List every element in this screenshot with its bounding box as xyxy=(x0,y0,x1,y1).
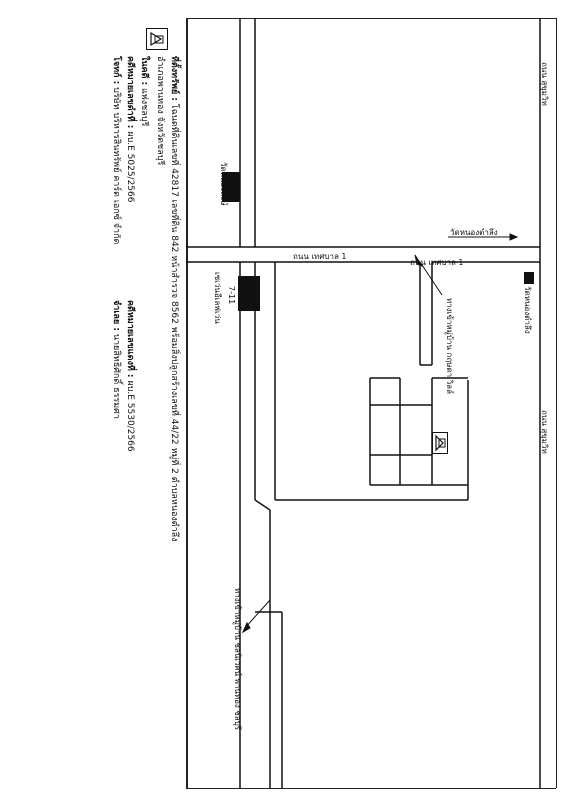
road-sukhumvit-mid-label: ถนน สุขุมวิท xyxy=(540,410,549,454)
case-red-value: ผบ.E 5530/2566 xyxy=(125,380,135,452)
target-house-icon xyxy=(432,432,448,454)
road-sukhumvit-top-label: ถนน สุขุมวิท xyxy=(540,62,549,106)
temple-nong-tamlueng-top-label: วัดหนองตำลึง xyxy=(450,228,498,237)
seven-eleven-marker xyxy=(238,276,260,311)
case-black-value: ผบ.E 5025/2566 xyxy=(125,131,135,203)
road-tesaban-left-label: ถนน เทศบาล 1 xyxy=(293,252,347,261)
temple-nong-hang-label: วัดหนองหงษ์ xyxy=(219,162,228,206)
plaintiff-label: โจทก์ : xyxy=(111,56,121,85)
legend-house-icon xyxy=(146,28,168,50)
plaintiff-line xyxy=(110,56,124,244)
defendant-label: จำเลย : xyxy=(111,300,121,331)
village-chonburi-label: ทางเข้าหมู่บ้าน ชลนิเวศน์ พานทอง ชลบุรี xyxy=(233,588,242,731)
property-label: ที่ตั้งทรัพย์ : xyxy=(169,56,179,101)
defendant-value: นายสิทธิศักดิ์ ธรรมศา xyxy=(111,333,121,419)
branch-value: แพ่งชลบุรี xyxy=(139,88,149,127)
case-black-line xyxy=(124,56,138,203)
branch-line xyxy=(138,56,152,126)
defendant-line xyxy=(110,300,124,419)
district-line: อำเภอพานทอง จังหวัดชลบุรี xyxy=(155,56,165,166)
seven-eleven-label: 7-11 xyxy=(227,286,236,305)
case-red-label: คดีหมายเลขแดงที่ : xyxy=(125,300,135,378)
property-line xyxy=(168,56,182,542)
temple-nong-tamlueng-right-label: วัดหนองตำลึง xyxy=(523,286,532,334)
temple-nong-tamlueng-marker xyxy=(524,272,534,284)
case-black-label: คดีหมายเลขดำที่ : xyxy=(125,56,135,129)
plaintiff-value: บริษัท บริหารสินทรัพย์ คาร์ด เอกซ์ จำกัด xyxy=(111,87,121,245)
property-value: โฉนดที่ดินเลขที่ 42817 เลขที่ดิน 842 หน้าสำรวจ 8562 พร้อมสิ่งปลูกสร้างเลขที่ 44/22 หมู่ที่ 2 ตำบลหนองตำลึง xyxy=(169,103,179,542)
case-red-line xyxy=(124,300,138,452)
branch-label: ในคดี : xyxy=(139,56,149,86)
road-tesaban-right-label: ถนน เทศบาล 1 xyxy=(410,258,464,267)
village-kritsada-label: ทางเข้าหมู่บ้าน กฤษดา วิลล์ xyxy=(445,298,454,394)
seven-eleven-sub-label: เซเว่นอีเลฟเว่น xyxy=(213,272,222,324)
